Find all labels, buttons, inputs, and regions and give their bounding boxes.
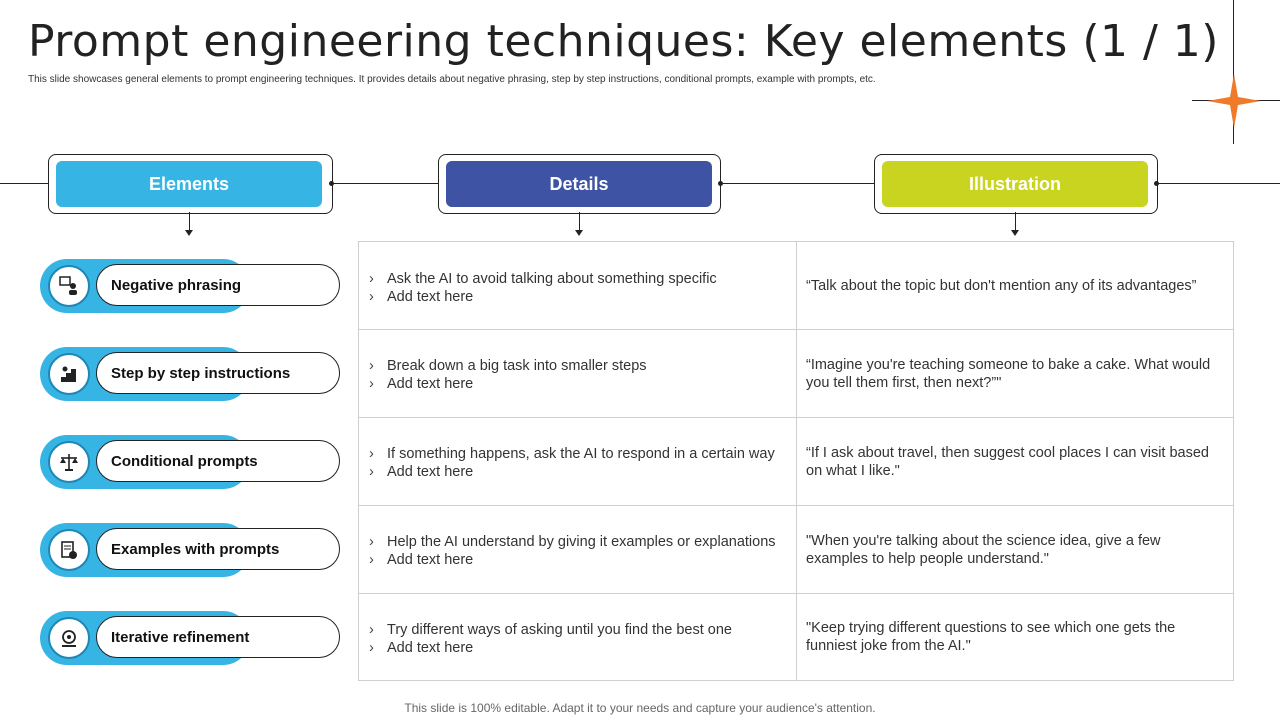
illustration-header-dot: [1154, 181, 1159, 186]
detail-text: Add text here: [387, 464, 474, 480]
bullet-chevron-icon: ›: [369, 640, 374, 656]
illustration-text: “Talk about the topic but don't mention any of its advantages”: [806, 277, 1197, 294]
detail-text: Ask the AI to avoid talking about something specific: [387, 271, 717, 287]
illustration-text: “Imagine you're teaching someone to bake a cake. What would you tell them first, then next?”": [806, 356, 1211, 391]
element-label: Examples with prompts: [96, 528, 340, 570]
illustration-cell: [797, 506, 1234, 594]
illustration-header: Illustration: [882, 161, 1148, 207]
details-cell: [359, 506, 797, 594]
header-connector-left: [0, 183, 48, 184]
details-cell: [359, 594, 797, 680]
detail-text: Add text here: [387, 289, 474, 305]
detail-text: Add text here: [387, 640, 474, 656]
sparkle-star-icon: [1203, 70, 1265, 132]
element-label: Negative phrasing: [96, 264, 340, 306]
illustration-cell: [797, 330, 1234, 418]
header-connector-right: [1157, 183, 1280, 184]
bullet-chevron-icon: ›: [369, 622, 374, 638]
illustration-text: "Keep trying different questions to see which one gets the funniest joke from the AI.": [806, 620, 1176, 654]
element-label: Step by step instructions: [96, 352, 340, 394]
illustration-arrow-line: [1015, 212, 1016, 230]
header-connector-mid1: [332, 183, 438, 184]
bullet-chevron-icon: ›: [369, 271, 374, 287]
elements-arrow-line: [189, 212, 190, 230]
footer-note: This slide is 100% editable. Adapt it to your needs and capture your audience's attention.: [404, 701, 876, 715]
bullet-chevron-icon: ›: [369, 289, 374, 305]
balance-scale-icon: [48, 441, 90, 483]
bullet-chevron-icon: ›: [369, 464, 374, 480]
details-cell: [359, 242, 797, 330]
details-table: [358, 241, 1234, 681]
element-label: Conditional prompts: [96, 440, 340, 482]
person-screen-icon: [48, 265, 90, 307]
detail-text: Add text here: [387, 376, 474, 392]
elements-header-dot: [329, 181, 334, 186]
details-cell: [359, 330, 797, 418]
page-subtitle: This slide showcases general elements to prompt engineering techniques. It provides details about negative phrasing, step by step instructions, conditional prompts, example with prompts, etc.: [28, 74, 876, 85]
bullet-chevron-icon: ›: [369, 376, 374, 392]
detail-text: Add text here: [387, 552, 474, 568]
element-label: Iterative refinement: [96, 616, 340, 658]
elements-arrow-head: [185, 230, 193, 236]
detail-text: Try different ways of asking until you find the best one: [387, 622, 732, 638]
details-arrow-head: [575, 230, 583, 236]
bullet-chevron-icon: ›: [369, 358, 374, 374]
detail-text: Break down a big task into smaller steps: [387, 358, 647, 374]
details-cell: [359, 418, 797, 506]
bullet-chevron-icon: ›: [369, 446, 374, 462]
elements-header: Elements: [56, 161, 322, 207]
steps-person-icon: [48, 353, 90, 395]
refresh-cycle-icon: [48, 617, 90, 659]
details-arrow-line: [579, 212, 580, 230]
details-header: Details: [446, 161, 712, 207]
illustration-arrow-head: [1011, 230, 1019, 236]
page-title: Prompt engineering techniques: Key elements (1 / 1): [28, 16, 1219, 67]
header-connector-mid2: [720, 183, 874, 184]
illustration-cell: [797, 594, 1234, 680]
illustration-text: “If I ask about travel, then suggest cool places I can visit based on what I like.": [806, 444, 1209, 479]
illustration-text: "When you're talking about the science idea, give a few examples to help people understand.": [806, 532, 1161, 567]
detail-text: Help the AI understand by giving it examples or explanations: [387, 534, 776, 550]
details-header-dot: [718, 181, 723, 186]
bullet-chevron-icon: ›: [369, 534, 374, 550]
document-check-icon: [48, 529, 90, 571]
detail-text: If something happens, ask the AI to respond in a certain way: [387, 446, 775, 462]
illustration-cell: [797, 242, 1234, 330]
bullet-chevron-icon: ›: [369, 552, 374, 568]
illustration-cell: [797, 418, 1234, 506]
